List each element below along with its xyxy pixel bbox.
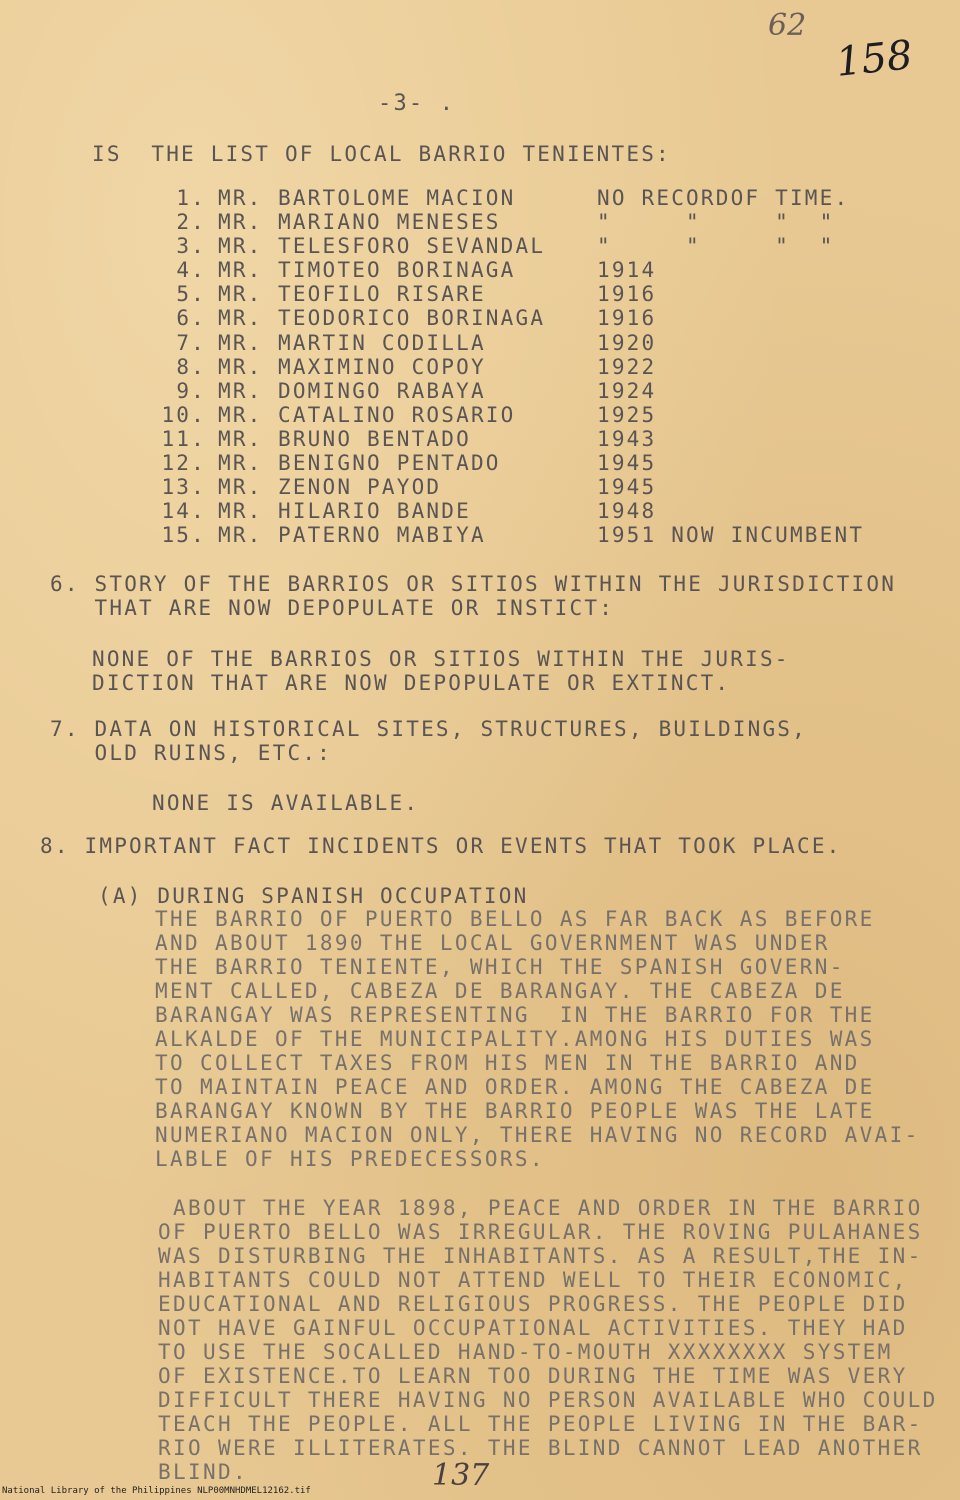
section-8-paragraph-2: ABOUT THE YEAR 1898, PEACE AND ORDER IN THE BARRIO OF PUERTO BELLO WAS IRREGULAR. THE ROVING PULAHANES WAS DISTURBING THE INHABITANTS. AS A RESULT,THE IN- HABITANTS COULD NOT ATTEND WELL TO THEIR ECONOMIC, EDUCATIONAL AND RELIGIOUS PROGRESS. THE PEOPLE DID NOT HAVE GAINFUL OCCUPATIONAL ACTIVITIES. THEY HAD TO USE THE SOCALLED HAND-TO-MOUTH XXXXXXXX SYSTEM OF EXISTENCE.TO LEARN TOO DURING THE TIME WAS VERY DIFFICULT THERE HAVING NO PERSON AVAILABLE WHO COULD TEACH THE PEOPLE. ALL THE PEOPLE LIVING IN THE BAR- RIO WERE ILLITERATES. THE BLIND CANNOT LEAD ANOTHER BLIND.: [158, 1196, 938, 1484]
list-item: [160, 523, 880, 547]
teniente-year: 1943: [597, 426, 657, 451]
teniente-title: MR.: [218, 523, 263, 548]
teniente-year: 1924: [597, 378, 657, 403]
list-item: [160, 451, 880, 475]
section-8-heading: 8. IMPORTANT FACT INCIDENTS OR EVENTS THAT TOOK PLACE.: [40, 834, 842, 858]
teniente-number: 15.: [161, 523, 206, 548]
section-6-body: NONE OF THE BARRIOS OR SITIOS WITHIN THE JURIS- DICTION THAT ARE NOW DEPOPULATE OR EXTINCT.: [92, 647, 790, 695]
section-8-subheading-a: (A) DURING SPANISH OCCUPATION: [98, 884, 529, 908]
archive-footer: National Library of the Philippines NLP00MNHDMEL12162.tif: [2, 1486, 311, 1496]
teniente-name: DOMINGO RABAYA: [278, 378, 486, 403]
section-7-heading: 7. DATA ON HISTORICAL SITES, STRUCTURES, BUILDINGS, OLD RUINS, ETC.:: [50, 717, 807, 765]
teniente-name: MARTIN CODILLA: [278, 330, 486, 355]
section-6-heading: 6. STORY OF THE BARRIOS OR SITIOS WITHIN THE JURISDICTION THAT ARE NOW DEPOPULATE OR INSTICT:: [50, 572, 897, 620]
teniente-number: 3.: [176, 234, 206, 259]
teniente-year: 1920: [597, 330, 657, 355]
teniente-title: MR.: [218, 210, 263, 235]
teniente-title: MR.: [218, 402, 263, 427]
teniente-year: 1916: [597, 306, 657, 331]
list-item: [160, 331, 880, 355]
teniente-number: 4.: [176, 258, 206, 283]
stamped-page-number: 158: [833, 32, 915, 86]
section-7-body: NONE IS AVAILABLE.: [152, 791, 420, 815]
teniente-number: 11.: [161, 426, 206, 451]
teniente-number: 5.: [176, 282, 206, 307]
teniente-title: MR.: [218, 234, 263, 259]
list-item: [160, 403, 880, 427]
teniente-name: BRUNO BENTADO: [278, 426, 471, 451]
teniente-title: MR.: [218, 282, 263, 307]
teniente-title: MR.: [218, 426, 263, 451]
teniente-name: TIMOTEO BORINAGA: [278, 258, 516, 283]
list-item: [160, 306, 880, 330]
teniente-number: 14.: [161, 499, 206, 524]
teniente-title: MR.: [218, 330, 263, 355]
teniente-number: 8.: [176, 354, 206, 379]
teniente-year: 1914: [597, 258, 657, 283]
tenientes-list: [160, 186, 880, 547]
teniente-title: MR.: [218, 451, 263, 476]
list-item: [160, 475, 880, 499]
teniente-year: 1925: [597, 402, 657, 427]
handwritten-page-number: 62: [768, 8, 807, 43]
teniente-title: MR.: [218, 306, 263, 331]
teniente-title: MR.: [218, 354, 263, 379]
teniente-name: TELESFORO SEVANDAL: [278, 234, 546, 259]
teniente-title: MR.: [218, 499, 263, 524]
teniente-year: 1916: [597, 282, 657, 307]
teniente-name: ZENON PAYOD: [278, 475, 442, 500]
teniente-name: TEODORICO BORINAGA: [278, 306, 546, 331]
teniente-title: MR.: [218, 186, 263, 210]
teniente-year: NO RECORDOF TIME.: [597, 186, 850, 210]
list-item: [160, 355, 880, 379]
list-item: [160, 499, 880, 523]
list-item: [160, 379, 880, 403]
teniente-year: 1951 NOW INCUMBENT: [597, 523, 865, 548]
list-item: [160, 282, 880, 306]
teniente-year: 1948: [597, 499, 657, 524]
teniente-name: TEOFILO RISARE: [278, 282, 486, 307]
teniente-title: MR.: [218, 378, 263, 403]
teniente-number: 7.: [176, 330, 206, 355]
teniente-year: " " " ": [597, 210, 835, 235]
teniente-year: 1945: [597, 475, 657, 500]
teniente-title: MR.: [218, 475, 263, 500]
teniente-title: MR.: [218, 258, 263, 283]
list-item: [160, 258, 880, 282]
page-number: -3- .: [378, 91, 456, 116]
teniente-number: 10.: [161, 402, 206, 427]
section-8-paragraph-1: THE BARRIO OF PUERTO BELLO AS FAR BACK AS BEFORE AND ABOUT 1890 THE LOCAL GOVERNMENT WAS UNDER THE BARRIO TENIENTE, WHICH THE SPANISH GOVERN- MENT CALLED, CABEZA DE BARANGAY. THE CABEZA DE BARANGAY WAS REPRESENTING IN THE BARRIO FOR THE ALKALDE OF THE MUNICIPALITY.AMONG HIS DUTIES WAS TO COLLECT TAXES FROM HIS MEN IN THE BARRIO AND TO MAINTAIN PEACE AND ORDER. AMONG THE CABEZA DE BARANGAY KNOWN BY THE BARRIO PEOPLE WAS THE LATE NUMERIANO MACION ONLY, THERE HAVING NO RECORD AVAI- LABLE OF HIS PREDECESSORS.: [155, 907, 920, 1171]
teniente-year: 1945: [597, 451, 657, 476]
teniente-number: 2.: [176, 210, 206, 235]
list-item: [160, 427, 880, 451]
teniente-number: 12.: [161, 451, 206, 476]
handwritten-bottom-number: 137: [432, 1458, 490, 1493]
teniente-year: 1922: [597, 354, 657, 379]
teniente-name: HILARIO BANDE: [278, 499, 471, 524]
list-intro: IS THE LIST OF LOCAL BARRIO TENIENTES:: [92, 142, 671, 166]
list-item: [160, 186, 880, 210]
list-item: [160, 234, 880, 258]
teniente-year: " " " ": [597, 234, 835, 259]
teniente-name: PATERNO MABIYA: [278, 523, 486, 548]
teniente-name: MARIANO MENESES: [278, 210, 501, 235]
list-item: [160, 210, 880, 234]
teniente-number: 13.: [161, 475, 206, 500]
teniente-name: CATALINO ROSARIO: [278, 402, 516, 427]
teniente-name: BENIGNO PENTADO: [278, 451, 501, 476]
teniente-name: MAXIMINO COPOY: [278, 354, 486, 379]
teniente-number: 1.: [176, 186, 206, 210]
teniente-name: BARTOLOME MACION: [278, 186, 516, 210]
teniente-number: 6.: [176, 306, 206, 331]
teniente-number: 9.: [176, 378, 206, 403]
